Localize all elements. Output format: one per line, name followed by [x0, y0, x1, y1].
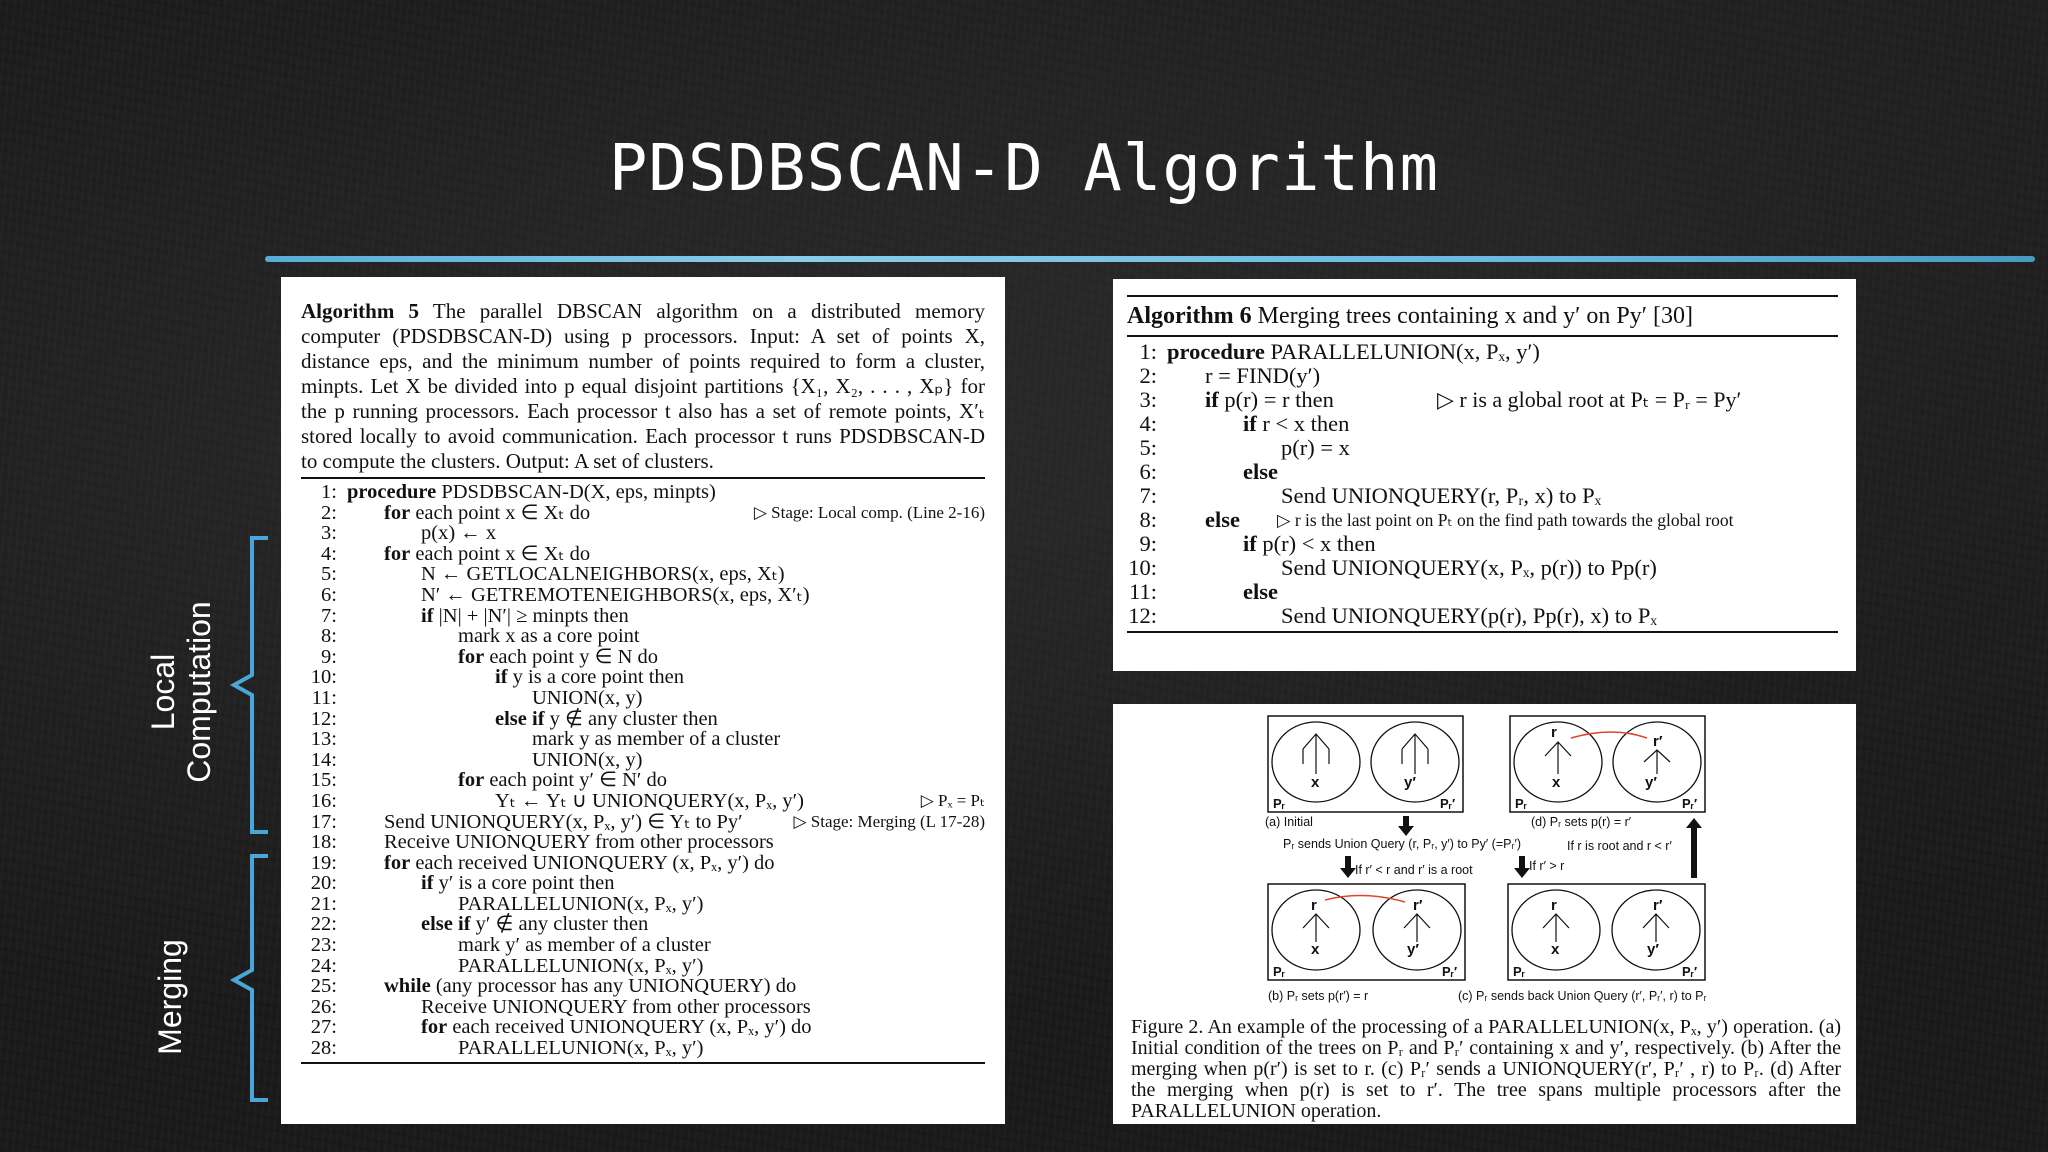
algorithm-5-panel [281, 277, 1005, 1124]
keyword: else if [495, 707, 545, 730]
line-text: y′ ∉ any cluster then [475, 913, 649, 936]
line-body [347, 913, 648, 935]
proc-label-d-left: Pᵣ [1515, 796, 1527, 811]
keyword: if [1205, 387, 1219, 412]
line-body [347, 543, 590, 565]
line-number: 7: [321, 604, 337, 627]
red-arrow-d [1571, 732, 1647, 738]
line-text: PARALLELUNION(x, Pₓ, y′) [458, 1037, 704, 1060]
node-x-c: x [1551, 941, 1560, 958]
line-text: y ∉ any cluster then [549, 707, 718, 730]
proc-label-a-left: Pᵣ [1273, 796, 1285, 811]
line-text: each point x ∈ Xₜ do [415, 501, 591, 524]
line-body [347, 872, 615, 894]
algorithm-5-line [301, 564, 985, 585]
keyword: while [384, 975, 431, 998]
algorithm-5-line [301, 1017, 985, 1038]
line-number: 20: [310, 872, 337, 895]
line-number: 28: [310, 1037, 337, 1060]
line-number: 25: [310, 975, 337, 998]
line-number: 11: [1129, 579, 1157, 604]
merging-label-text: Merging [152, 939, 188, 1055]
node-x-a: x [1311, 774, 1320, 791]
algorithm-5-line [301, 647, 985, 668]
line-text: N ← GETLOCALNEIGHBORS(x, eps, Xₜ) [421, 563, 785, 586]
keyword: for [458, 769, 485, 792]
line-text: N′ ← GETREMOTENEIGHBORS(x, eps, X′ₜ) [421, 583, 810, 606]
algorithm-5-line [301, 750, 985, 771]
keyword: procedure [347, 481, 437, 503]
line-body [347, 666, 684, 688]
algorithm-5-label: Algorithm 5 [301, 299, 420, 323]
line-body [1167, 603, 1657, 628]
algorithm-6-lines [1127, 340, 1838, 628]
line-number: 26: [310, 995, 337, 1018]
line-text: y′ is a core point then [438, 872, 615, 895]
line-number: 7: [1139, 483, 1157, 508]
algorithm-5-line [301, 812, 985, 833]
line-number: 9: [321, 645, 337, 668]
algorithm-6-caption [1127, 300, 1838, 332]
proc-label-c-left: Pᵣ [1513, 964, 1525, 979]
algorithm-5-line [301, 976, 985, 997]
line-text: p(x) ← x [421, 522, 497, 545]
line-text: PARALLELUNION(x, Pₓ, y′) [458, 892, 704, 915]
line-body [347, 811, 743, 833]
line-body [347, 996, 811, 1018]
line-number: 15: [310, 769, 337, 792]
local-computation-label [145, 587, 225, 797]
algorithm-5-line [301, 935, 985, 956]
algorithm-6-top-rule [1127, 295, 1838, 297]
line-body [347, 1037, 703, 1059]
line-number: 9: [1139, 531, 1157, 556]
line-body [1167, 483, 1601, 508]
line-number: 14: [310, 748, 337, 771]
line-text: Send UNIONQUERY(r, Pᵣ, x) to Pₓ [1281, 483, 1602, 508]
line-text: p(r) = x [1281, 435, 1350, 460]
line-number: 6: [321, 583, 337, 606]
line-number: 5: [1139, 435, 1157, 460]
algorithm-6-bottom-rule [1127, 631, 1838, 633]
panel-d-label: (d) Pᵣ sets p(r) = r′ [1531, 815, 1632, 829]
line-number: 2: [321, 501, 337, 524]
line-body [347, 708, 718, 730]
line-body [1167, 387, 1334, 412]
box-b [1268, 884, 1465, 980]
algorithm-6-label: Algorithm 6 [1127, 303, 1252, 329]
line-text: Send UNIONQUERY(x, Pₓ, y′) ∈ Yₜ to Py′ [384, 810, 743, 833]
line-number: 21: [310, 892, 337, 915]
keyword: for [384, 851, 411, 874]
line-text: PDSDBSCAN-D(X, eps, minpts) [441, 481, 716, 503]
line-text: each received UNIONQUERY (x, Pₓ, y′) do [452, 1016, 812, 1039]
line-text: |N| + |N′| ≥ minpts then [438, 604, 629, 627]
keyword: for [458, 645, 485, 668]
line-number: 8: [321, 625, 337, 648]
algorithm-6-line [1127, 532, 1838, 556]
line-text: PARALLELUNION(x, Pₓ, y′) [1270, 339, 1540, 364]
node-rprime-c: r′ [1653, 897, 1663, 914]
node-r-c: r [1551, 897, 1557, 914]
algorithm-6-line [1127, 340, 1838, 364]
algorithm-5-line [301, 791, 985, 812]
line-number: 5: [321, 563, 337, 586]
proc-label-b-right: Pᵣ′ [1442, 964, 1458, 979]
line-body [347, 584, 810, 606]
line-number: 27: [310, 1016, 337, 1039]
keyword: procedure [1167, 339, 1265, 364]
algorithm-6-description: Merging trees containing x and y′ on Py′ [30] [1257, 303, 1693, 329]
algorithm-5-line [301, 832, 985, 853]
node-r-d: r [1551, 724, 1557, 741]
algorithm-6-rule [1127, 335, 1838, 337]
algorithm-6-line [1127, 388, 1838, 412]
line-body [1167, 435, 1350, 460]
node-yprime-b: y′ [1407, 941, 1419, 958]
line-body [1167, 411, 1349, 436]
proc-label-d-right: Pᵣ′ [1682, 796, 1698, 811]
line-number: 12: [1128, 603, 1157, 628]
line-text: each point x ∈ Xₜ do [415, 542, 591, 565]
line-text: mark y′ as member of a cluster [458, 934, 711, 957]
keyword: else [1243, 579, 1278, 604]
keyword: else [1205, 507, 1240, 532]
line-text: Send UNIONQUERY(p(r), Pp(r), x) to Pₓ [1281, 603, 1657, 628]
line-body [347, 646, 658, 668]
node-yprime-c: y′ [1647, 941, 1659, 958]
arrow-right-label: If r is root and r < r′ [1567, 839, 1672, 853]
line-body [347, 955, 703, 977]
keyword: else if [421, 913, 471, 936]
line-number: 18: [310, 831, 337, 854]
algorithm-6-line [1127, 484, 1838, 508]
algorithm-5-caption [301, 299, 985, 474]
panel-b-label: (b) Pᵣ sets p(r′) = r [1268, 989, 1369, 1003]
line-text: PARALLELUNION(x, Pₓ, y′) [458, 954, 704, 977]
line-body [1167, 531, 1376, 556]
algorithm-6-line [1127, 364, 1838, 388]
node-yprime-a: y′ [1404, 774, 1416, 791]
algorithm-5-line [301, 997, 985, 1018]
node-rprime-b: r′ [1413, 897, 1423, 914]
algorithm-6-panel [1113, 279, 1856, 671]
line-body [347, 481, 716, 503]
node-x-d: x [1552, 774, 1561, 791]
line-number: 12: [310, 707, 337, 730]
line-text: Send UNIONQUERY(x, Pₓ, p(r)) to Pp(r) [1281, 555, 1657, 580]
keyword: if [1243, 411, 1257, 436]
algorithm-6-line [1127, 604, 1838, 628]
title-underline [265, 256, 2035, 262]
keyword: for [384, 501, 411, 524]
line-number: 4: [321, 542, 337, 565]
line-text: r < x then [1262, 411, 1350, 436]
line-body [347, 769, 667, 791]
merging-label [152, 917, 192, 1077]
line-text: UNION(x, y) [532, 686, 643, 709]
proc-label-a-right: Pᵣ′ [1440, 796, 1456, 811]
line-number: 23: [310, 934, 337, 957]
line-body [1167, 459, 1278, 484]
line-text: p(r) = r then [1224, 387, 1334, 412]
line-number: 4: [1139, 411, 1157, 436]
algorithm-6-line [1127, 556, 1838, 580]
node-yprime-d: y′ [1645, 774, 1657, 791]
figure-2-caption: Figure 2. An example of the processing of a PARALLELUNION(x, Pₓ, y′) operation. (a) Initial condition of the trees on Pᵣ and Pᵣ′ containing x and y′, respectively. (b) After the merging when p(r′) is set to r. (c) Pᵣ′ sends a UNIONQUERY(r′, Pᵣ′ , r) to Pᵣ. (d) After the merging when p(r) is set to r′. The tree spans multiple processors after the PARALLELUNION operation. [1131, 1016, 1841, 1122]
local-label-line2: Computation [181, 601, 217, 783]
line-text: UNION(x, y) [532, 748, 643, 771]
keyword: for [384, 542, 411, 565]
line-text: (any processor has any UNIONQUERY) do [435, 975, 797, 998]
panel-c-label: (c) Pᵣ sends back Union Query (r′, Pᵣ′, r) to Pᵣ [1458, 989, 1707, 1003]
line-number: 16: [310, 789, 337, 812]
arrow-left-label: If r′ < r and r′ is a root [1355, 863, 1473, 877]
keyword: if [421, 872, 434, 895]
algorithm-5-line [301, 503, 985, 524]
proc-label-b-left: Pᵣ [1273, 964, 1285, 979]
algorithm-5-line [301, 1038, 985, 1059]
algorithm-5-rule [301, 477, 985, 479]
line-body [347, 852, 775, 874]
algorithm-5-line [301, 606, 985, 627]
line-body [347, 625, 640, 647]
line-comment: ▷ Pₓ = Pₜ [920, 790, 985, 810]
algorithm-5-line [301, 523, 985, 544]
line-body [347, 975, 796, 997]
line-number: 22: [310, 913, 337, 936]
algorithm-5-line [301, 585, 985, 606]
line-number: 1: [1139, 339, 1157, 364]
node-r-b: r [1311, 897, 1317, 914]
algorithm-5-line [301, 688, 985, 709]
line-body [1167, 507, 1240, 532]
line-number: 24: [310, 954, 337, 977]
merging-brace [228, 853, 272, 1103]
algorithm-6-line [1127, 436, 1838, 460]
line-body [347, 749, 642, 771]
line-text: mark x as a core point [458, 625, 640, 648]
arrow-top-label: Pᵣ sends Union Query (r, Pᵣ, y′) to Py′ (=Pᵣ′) [1283, 837, 1521, 851]
algorithm-5-bottom-rule [301, 1062, 985, 1064]
line-number: 10: [1128, 555, 1157, 580]
line-number: 13: [310, 728, 337, 751]
line-number: 2: [1139, 363, 1157, 388]
node-rprime-d: r′ [1653, 733, 1663, 750]
line-number: 1: [321, 481, 337, 503]
line-number: 17: [310, 810, 337, 833]
line-comment: ▷ Stage: Local comp. (Line 2-16) [753, 502, 985, 522]
figure-2-diagram [1113, 704, 1856, 1014]
line-comment: ▷ r is a global root at Pₜ = Pᵣ = Py′ [1437, 387, 1742, 412]
algorithm-5-line [301, 956, 985, 977]
keyword: if [1243, 531, 1257, 556]
algorithm-6-line [1127, 508, 1838, 532]
algorithm-6-line [1127, 580, 1838, 604]
local-computation-brace [228, 535, 272, 835]
algorithm-6-line [1127, 460, 1838, 484]
keyword: if [421, 604, 434, 627]
keyword: for [421, 1016, 448, 1039]
algorithm-5-line [301, 482, 985, 503]
line-number: 3: [321, 522, 337, 545]
algorithm-5-line [301, 626, 985, 647]
line-text: Receive UNIONQUERY from other processors [421, 995, 811, 1018]
keyword: if [495, 666, 508, 689]
arrow-middle-label: If r′ > r [1529, 859, 1565, 873]
line-body [1167, 579, 1278, 604]
line-body [347, 687, 642, 709]
proc-label-c-right: Pᵣ′ [1682, 964, 1698, 979]
algorithm-5-description: The parallel DBSCAN algorithm on a distributed memory computer (PDSDBSCAN-D) using p processors. Input: A set of points X, distance eps, and the minimum number of points required to form a cluster, minpts. Let X be divided into p equal disjoint partitions {X₁, X₂, . . . , Xₚ} for the p running processors. Each processor t also has a set of remote points, X′ₜ stored locally to avoid communication. Each processor t runs PDSDBSCAN-D to compute the clusters. Output: A set of clusters. [301, 299, 985, 473]
line-number: 11: [311, 686, 337, 709]
line-text: Yₜ ← Yₜ ∪ UNIONQUERY(x, Pₓ, y′) [495, 789, 804, 812]
panel-a-label: (a) Initial [1265, 815, 1313, 829]
algorithm-5-line [301, 544, 985, 565]
algorithm-5-line [301, 914, 985, 935]
line-body [347, 605, 629, 627]
line-body [347, 728, 780, 750]
line-body [1167, 339, 1540, 364]
line-body [347, 790, 804, 812]
line-text: each point y′ ∈ N′ do [489, 769, 668, 792]
line-body [347, 563, 785, 585]
line-text: each point y ∈ N do [489, 645, 659, 668]
line-number: 6: [1139, 459, 1157, 484]
line-text: y is a core point then [512, 666, 685, 689]
line-text: mark y as member of a cluster [532, 728, 781, 751]
line-number: 8: [1139, 507, 1157, 532]
keyword: else [1243, 459, 1278, 484]
line-number: 19: [310, 851, 337, 874]
line-number: 3: [1139, 387, 1157, 412]
algorithm-5-line [301, 853, 985, 874]
line-comment: ▷ Stage: Merging (L 17-28) [793, 811, 985, 831]
line-body [347, 934, 711, 956]
figure-2-panel [1113, 704, 1856, 1124]
algorithm-6-line [1127, 412, 1838, 436]
algorithm-5-lines [301, 482, 985, 1059]
line-body [347, 522, 496, 544]
line-body [347, 1016, 812, 1038]
local-label-line1: Local [145, 653, 181, 731]
line-text: r = FIND(y′) [1205, 363, 1321, 388]
line-text: Receive UNIONQUERY from other processors [384, 831, 774, 854]
line-body [1167, 555, 1657, 580]
line-number: 10: [310, 666, 337, 689]
line-text: each received UNIONQUERY (x, Pₓ, y′) do [415, 851, 775, 874]
algorithm-5-line [301, 729, 985, 750]
box-a [1268, 716, 1463, 812]
algorithm-5-line [301, 873, 985, 894]
line-body [347, 831, 774, 853]
line-body [347, 502, 590, 524]
line-comment: ▷ r is the last point on Pₜ on the find path towards the global root [1277, 510, 1734, 530]
node-x-b: x [1311, 941, 1320, 958]
algorithm-5-line [301, 770, 985, 791]
line-text: p(r) < x then [1262, 531, 1376, 556]
algorithm-5-line [301, 667, 985, 688]
algorithm-5-line [301, 894, 985, 915]
line-body [1167, 363, 1320, 388]
line-body [347, 893, 703, 915]
algorithm-5-line [301, 709, 985, 730]
slide-title: PDSDBSCAN-D Algorithm [608, 132, 1440, 206]
box-d [1510, 716, 1705, 812]
